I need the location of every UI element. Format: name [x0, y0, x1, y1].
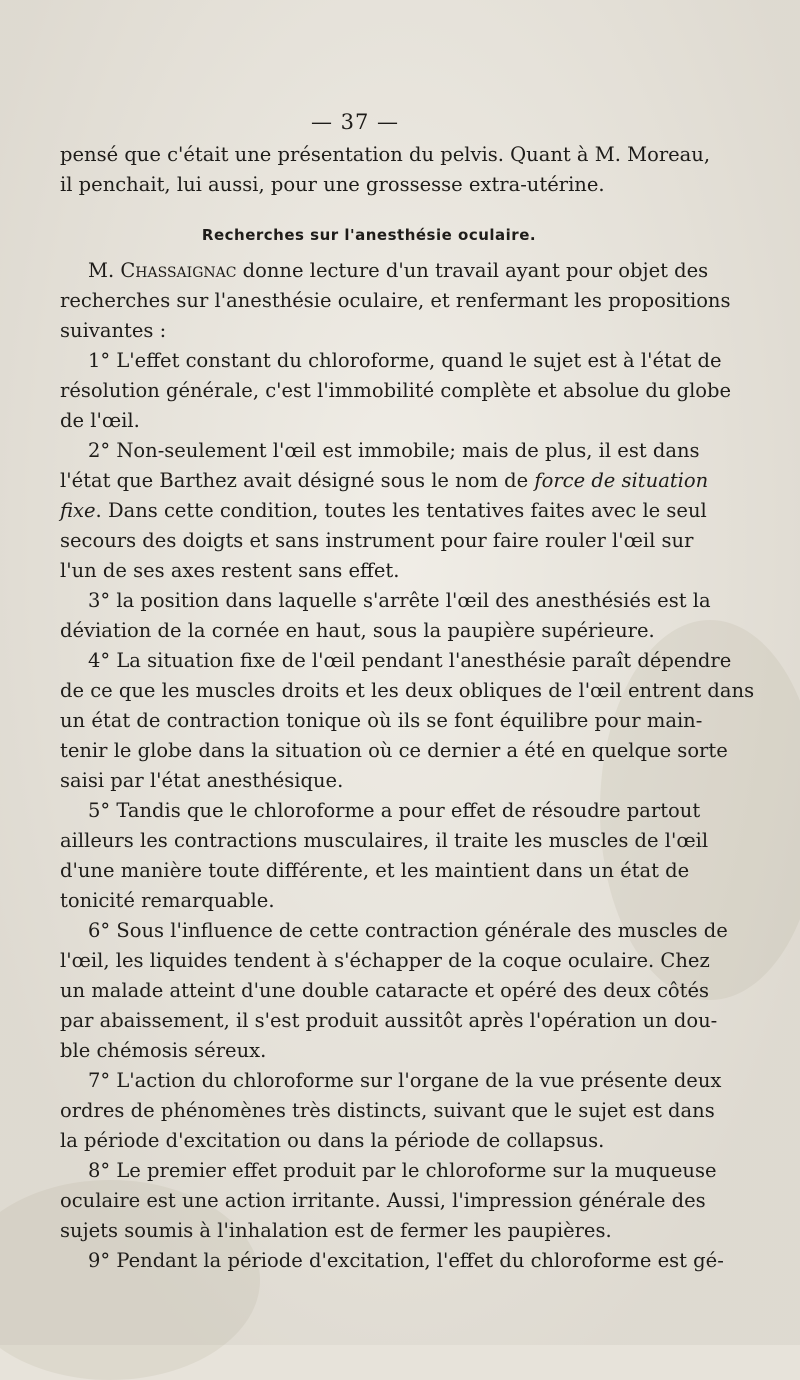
name-prefix: M. [88, 259, 121, 282]
text-line: la période d'excitation ou dans la période de collapsus. [60, 1129, 605, 1152]
text-line: de ce que les muscles droits et les deux obliques de l'œil entrent dans [60, 679, 755, 702]
text-line: d'une manière toute différente, et les maintient dans un état de [60, 859, 690, 882]
text-line: ailleurs les contractions musculaires, il traite les muscles de l'œil [60, 829, 709, 852]
text-line: 7° L'action du chloroforme sur l'organe de la vue présente deux [88, 1069, 722, 1092]
italic-term: force de situation [534, 469, 709, 492]
text-line [60, 466, 709, 496]
text-line: résolution générale, c'est l'immobilité complète et absolue du globe [60, 379, 732, 402]
text-line: ble chémosis séreux. [60, 1039, 267, 1062]
text-line: 2° Non-seulement l'œil est immobile; mais de plus, il est dans [88, 439, 700, 462]
text-line: 5° Tandis que le chloroforme a pour effet de résoudre partout [88, 799, 701, 822]
page-number: — 37 — [310, 110, 400, 134]
text-line: l'œil, les liquides tendent à s'échapper de la coque oculaire. Chez [60, 949, 710, 972]
text-line: secours des doigts et sans instrument pour faire rouler l'œil sur [60, 529, 694, 552]
text-line: tonicité remarquable. [60, 889, 275, 912]
text-line: 6° Sous l'influence de cette contraction générale des muscles de [88, 919, 728, 942]
text-line: déviation de la cornée en haut, sous la paupière supérieure. [60, 619, 655, 642]
text-line: recherches sur l'anesthésie oculaire, et renfermant les propositions [60, 289, 731, 312]
text-line: par abaissement, il s'est produit aussitôt après l'opération un dou- [60, 1009, 718, 1032]
paragraph-first-line [60, 256, 709, 286]
text-line: 1° L'effet constant du chloroforme, quand le sujet est à l'état de [88, 349, 722, 372]
text-line: 9° Pendant la période d'excitation, l'effet du chloroforme est gé- [88, 1249, 724, 1272]
text-line: 3° la position dans laquelle s'arrête l'œil des anesthésiés est la [88, 589, 711, 612]
text-line: pensé que c'était une présentation du pelvis. Quant à M. Moreau, [60, 143, 711, 166]
text-line: sujets soumis à l'inhalation est de fermer les paupières. [60, 1219, 612, 1242]
italic-term: fixe [60, 499, 96, 522]
text-line: 8° Le premier effet produit par le chloroforme sur la muqueuse [88, 1159, 717, 1182]
section-heading: Recherches sur l'anesthésie oculaire. [201, 226, 537, 244]
text-line: suivantes : [60, 319, 167, 342]
body-text [60, 140, 755, 1276]
text-line [60, 496, 707, 526]
text-line: un malade atteint d'une double cataracte et opéré des deux côtés [60, 979, 710, 1002]
text-line: tenir le globe dans la situation où ce dernier a été en quelque sorte [60, 739, 728, 762]
text-fragment: l'état que Barthez avait désigné sous le nom de [60, 469, 535, 492]
text-fragment: . Dans cette condition, toutes les tentatives faites avec le seul [95, 499, 707, 522]
text-line: un état de contraction tonique où ils se font équilibre pour main- [60, 709, 703, 732]
text-line: saisi par l'état anesthésique. [60, 769, 344, 792]
text-fragment: donne lecture d'un travail ayant pour objet des [236, 259, 709, 282]
text-line: il penchait, lui aussi, pour une grossesse extra-utérine. [60, 173, 605, 196]
text-line: oculaire est une action irritante. Aussi, l'impression générale des [60, 1189, 706, 1212]
author-name: Chassaignac [120, 259, 237, 282]
text-line: 4° La situation fixe de l'œil pendant l'anesthésie paraît dépendre [88, 649, 732, 672]
text-line: ordres de phénomènes très distincts, suivant que le sujet est dans [60, 1099, 715, 1122]
text-line: l'un de ses axes restent sans effet. [60, 559, 400, 582]
text-line: de l'œil. [60, 409, 140, 432]
